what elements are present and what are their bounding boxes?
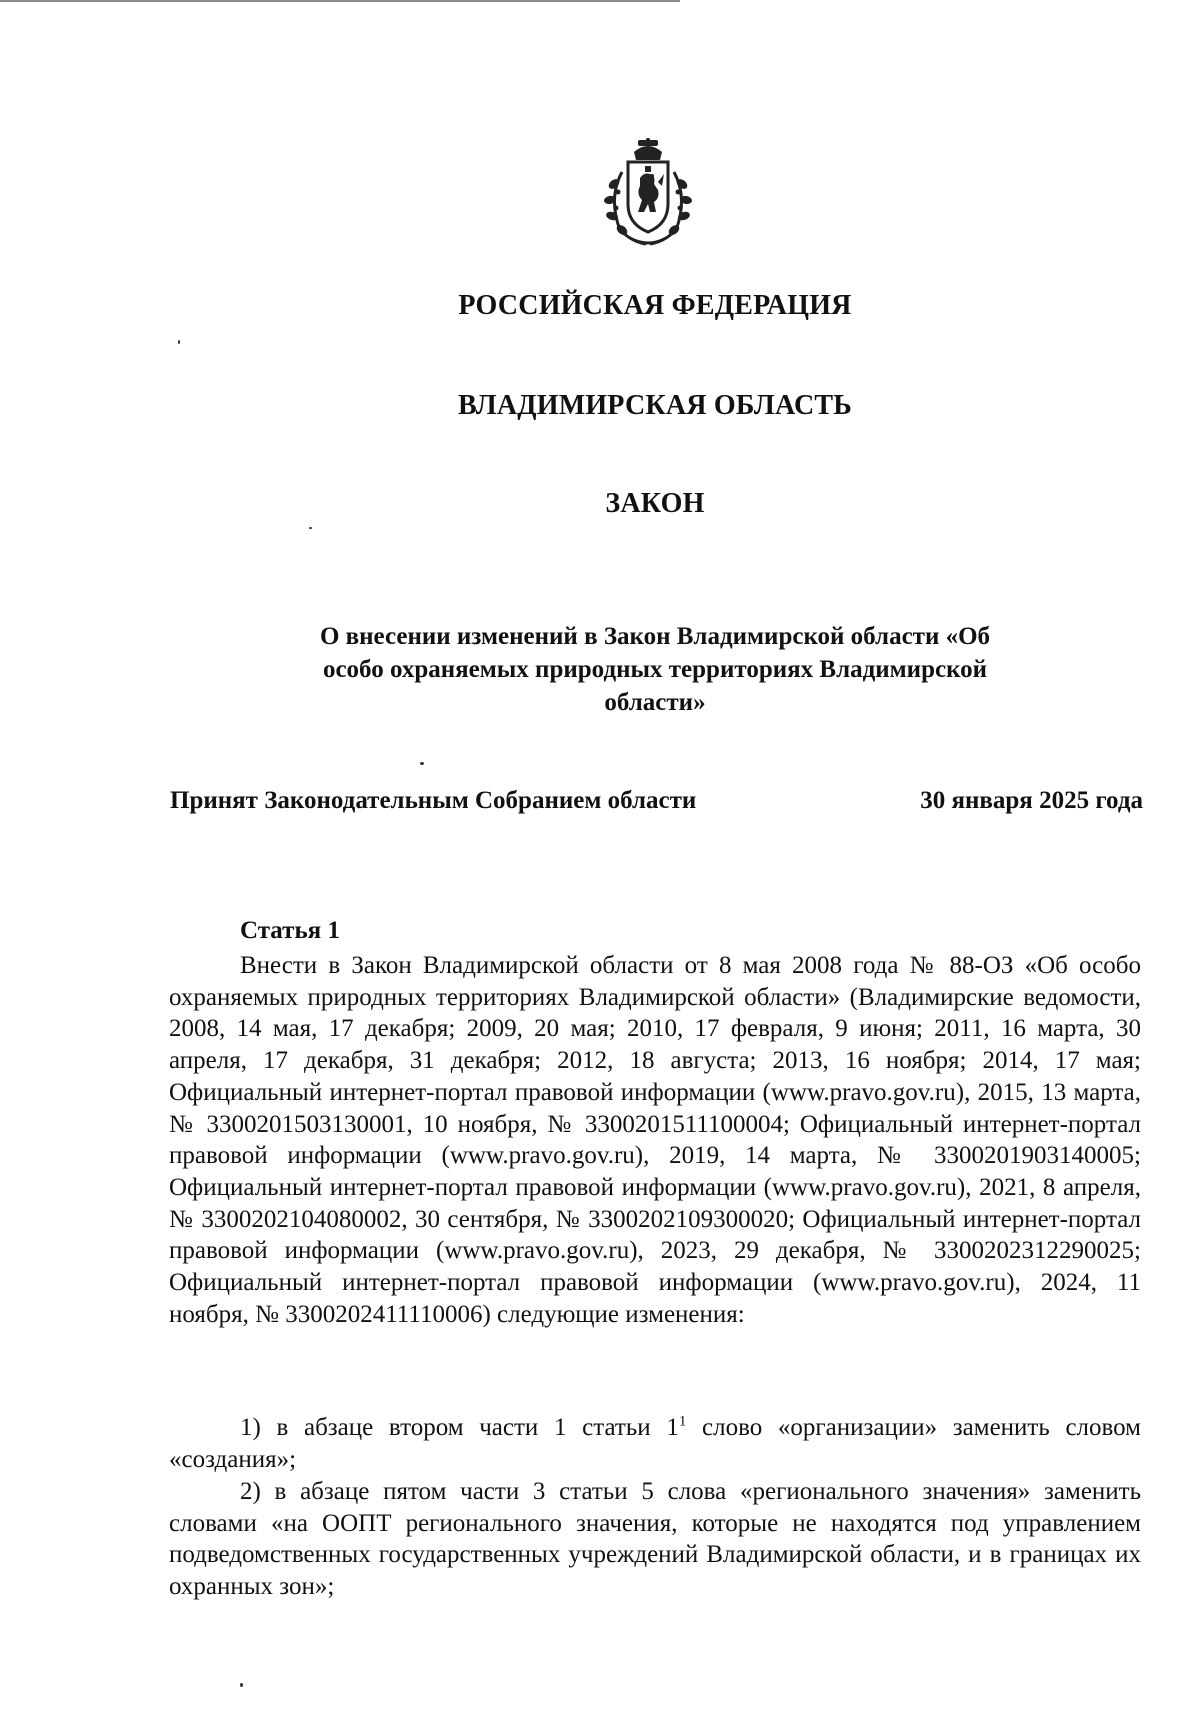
article-heading: Статья 1 (240, 917, 340, 944)
region-heading: ВЛАДИМИРСКАЯ ОБЛАСТЬ (457, 390, 853, 421)
scan-speck (240, 1683, 243, 1687)
item1-superscript: 1 (678, 1413, 687, 1430)
item2-text: 2) в абзаце пятом части 3 статьи 5 слова «регионального значения» заменить словами «на ООПТ регионального значения, которые не находятся под управлением подведомственных государственных учреждений Владимирской области, и в границах их охранных зон»; (169, 1478, 1141, 1601)
adoption-date: 30 января 2025 года (920, 787, 1143, 814)
coat-of-arms-icon (600, 138, 696, 250)
scan-speck (309, 527, 312, 529)
scan-edge-line (0, 0, 680, 2)
article-intro-paragraph (169, 950, 1141, 1330)
scan-speck (420, 762, 424, 765)
item1-text-before: 1) в абзаце втором части 1 статьи 1 (240, 1414, 679, 1441)
law-title: О внесении изменений в Закон Владимирской области «Об особо охраняемых природных территориях Владимирской области» (319, 623, 991, 716)
adoption-body: Принят Законодательным Собранием области (170, 787, 697, 814)
amendment-item-2 (169, 1476, 1141, 1603)
amendment-item-1 (169, 1412, 1141, 1475)
country-heading: РОССИЙСКАЯ ФЕДЕРАЦИЯ (458, 290, 852, 321)
document-type-heading: ЗАКОН (605, 488, 705, 519)
intro-text: Внести в Закон Владимирской области от 8 мая 2008 года № 88-ОЗ «Об особо охраняемых природных территориях Владимирской области» (Владимирские ведомости, 2008, 14 мая, 17 декабря; 2009, 20 мая; 2010, 17 февраля, 9 июня; 2011, 16 марта, 30 апреля, 17 декабря, 31 декабря; 2012, 18 августа; 2013, 16 ноября; 2014, 17 мая; Официальный интернет-портал правовой информации (www.pravo.gov.ru), 2015, 13 марта, № 3300201503130001, 10 ноября, № 3300201511100004; Официальный интернет-портал правовой информации (www.pravo.gov.ru), 2019, 14 марта, № 3300201903140005; Официальный интернет-портал правовой информации (www.pravo.gov.ru), 2021, 8 апреля, № 3300202104080002, 30 сентября, № 3300202109300020; Официальный интернет-портал правовой информации (www.pravo.gov.ru), 2023, 29 декабря, № 3300202312290025; Официальный интернет-портал правовой информации (www.pravo.gov.ru), 2024, 11 ноября, № 3300202411110006) следующие изменения: (169, 952, 1141, 1328)
scan-speck (178, 340, 180, 344)
item1-text-after: слово «организации» заменить словом «создания»; (169, 1414, 1141, 1473)
